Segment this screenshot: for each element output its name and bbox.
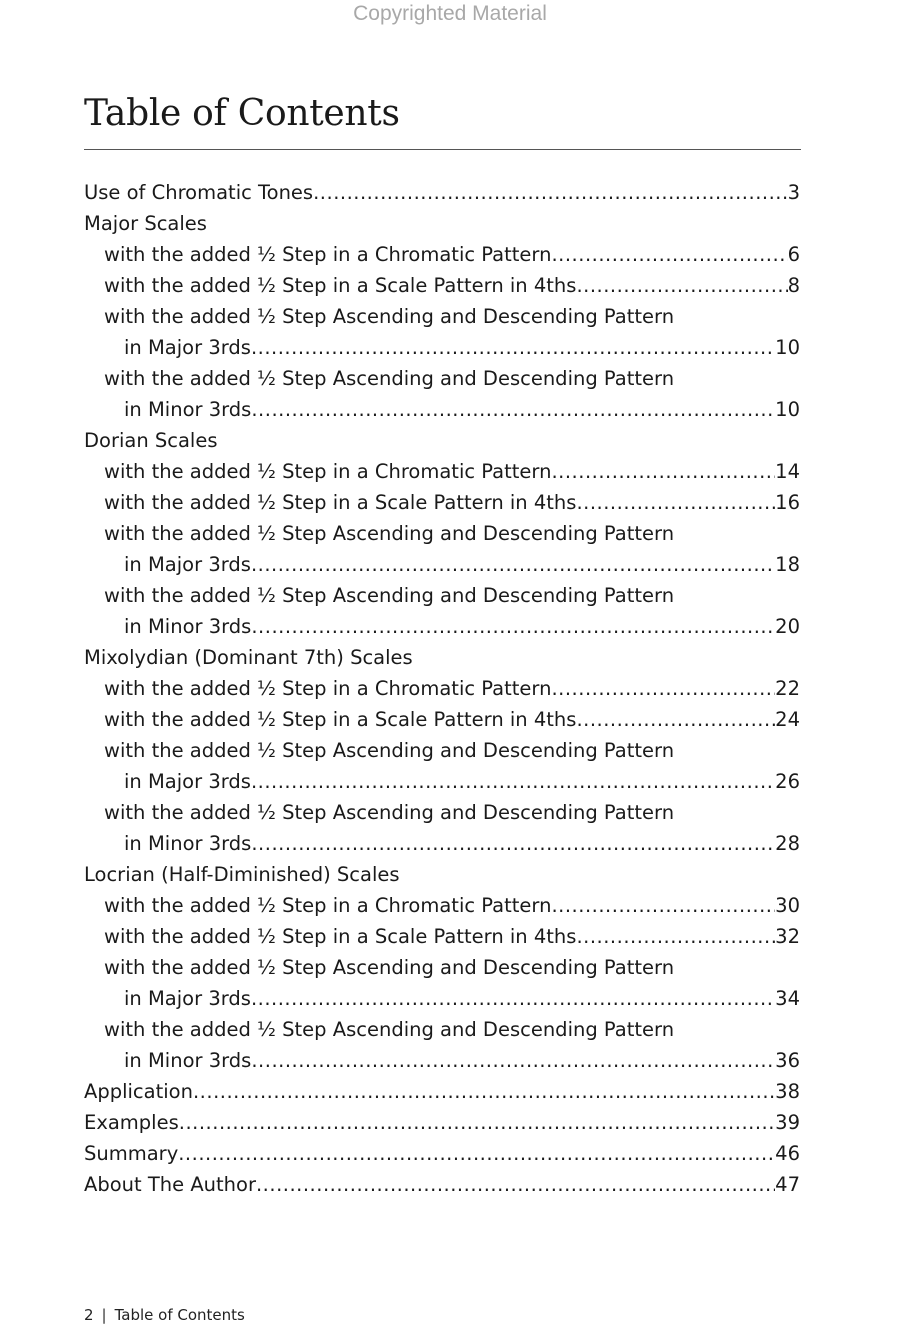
- toc-dot-leader: [251, 766, 775, 797]
- toc-dot-leader: [251, 394, 775, 425]
- toc-entry-title: About The Author: [84, 1173, 256, 1196]
- toc-entry-title: with the added ½ Step in a Chromatic Pattern: [104, 243, 552, 266]
- toc-entry[interactable]: [84, 425, 800, 456]
- toc-entry-title: in Minor 3rds: [124, 398, 252, 421]
- toc-entry-title: with the added ½ Step Ascending and Descending Pattern: [104, 305, 675, 328]
- toc-entry[interactable]: [84, 549, 800, 580]
- toc-entry[interactable]: [84, 301, 800, 332]
- toc-entry[interactable]: [84, 518, 800, 549]
- toc-entry-title: with the added ½ Step in a Chromatic Pattern: [104, 460, 552, 483]
- toc-entry-title: with the added ½ Step in a Scale Pattern in 4ths: [104, 925, 577, 948]
- toc-entry[interactable]: [84, 797, 800, 828]
- toc-dot-leader: [256, 1169, 775, 1200]
- toc-dot-leader: [179, 1107, 775, 1138]
- toc-entry[interactable]: [84, 239, 800, 270]
- title-divider: [84, 149, 801, 150]
- toc-dot-leader: [178, 1138, 775, 1169]
- toc-entry-page: 34: [775, 987, 800, 1010]
- toc-entry-title: Dorian Scales: [84, 429, 218, 452]
- toc-entry[interactable]: [84, 270, 800, 301]
- toc-entry[interactable]: [84, 1076, 800, 1107]
- toc-entry-page: 8: [787, 274, 800, 297]
- toc-dot-leader: [576, 704, 775, 735]
- toc-dot-leader: [251, 828, 775, 859]
- toc-entry-title: Use of Chromatic Tones: [84, 181, 314, 204]
- toc-entry[interactable]: [84, 642, 800, 673]
- toc-entry-page: 10: [775, 336, 800, 359]
- toc-entry-page: 38: [775, 1080, 800, 1103]
- copyright-watermark: Copyrighted Material: [353, 2, 547, 25]
- toc-entry[interactable]: [84, 394, 800, 425]
- toc-entry-title: Major Scales: [84, 212, 207, 235]
- toc-entry[interactable]: [84, 735, 800, 766]
- toc-entry-title: in Minor 3rds: [124, 1049, 252, 1072]
- toc-entry-title: with the added ½ Step in a Chromatic Pattern: [104, 677, 552, 700]
- toc-dot-leader: [576, 921, 775, 952]
- toc-entry-page: 22: [775, 677, 800, 700]
- toc-entry[interactable]: [84, 208, 800, 239]
- toc-dot-leader: [251, 332, 775, 363]
- toc-entry-page: 30: [775, 894, 800, 917]
- toc-entry[interactable]: [84, 487, 800, 518]
- toc-entry-page: 36: [775, 1049, 800, 1072]
- toc-dot-leader: [251, 611, 775, 642]
- toc-dot-leader: [551, 239, 787, 270]
- toc-dot-leader: [551, 673, 775, 704]
- toc-entry-title: with the added ½ Step in a Chromatic Pattern: [104, 894, 552, 917]
- toc-entry-page: 10: [775, 398, 800, 421]
- toc-entry[interactable]: [84, 766, 800, 797]
- toc-entry-page: 24: [775, 708, 800, 731]
- toc-entry-title: in Minor 3rds: [124, 832, 252, 855]
- toc-dot-leader: [551, 890, 775, 921]
- toc-entry-title: in Major 3rds: [124, 770, 251, 793]
- toc-entry[interactable]: [84, 611, 800, 642]
- toc-entry[interactable]: [84, 921, 800, 952]
- toc-entry-title: with the added ½ Step Ascending and Descending Pattern: [104, 739, 675, 762]
- toc-entry-title: Mixolydian (Dominant 7th) Scales: [84, 646, 413, 669]
- toc-entry-page: 47: [775, 1173, 800, 1196]
- toc-entry[interactable]: [84, 580, 800, 611]
- toc-entry-title: with the added ½ Step Ascending and Descending Pattern: [104, 584, 675, 607]
- toc-entry[interactable]: [84, 828, 800, 859]
- toc-entry-page: 28: [775, 832, 800, 855]
- toc-entry-title: Locrian (Half-Diminished) Scales: [84, 863, 400, 886]
- toc-entry-title: with the added ½ Step Ascending and Descending Pattern: [104, 367, 675, 390]
- toc-entry-page: 20: [775, 615, 800, 638]
- toc-dot-leader: [193, 1076, 775, 1107]
- toc-entry[interactable]: [84, 983, 800, 1014]
- toc-entry-title: in Minor 3rds: [124, 615, 252, 638]
- toc-entry[interactable]: [84, 332, 800, 363]
- toc-dot-leader: [576, 487, 775, 518]
- toc-entry-title: with the added ½ Step in a Scale Pattern in 4ths: [104, 708, 577, 731]
- toc-entry-page: 26: [775, 770, 800, 793]
- toc-dot-leader: [551, 456, 775, 487]
- toc-dot-leader: [251, 1045, 775, 1076]
- toc-entry[interactable]: [84, 456, 800, 487]
- toc-dot-leader: [251, 983, 775, 1014]
- toc-entry-title: with the added ½ Step Ascending and Descending Pattern: [104, 522, 675, 545]
- toc-entry[interactable]: [84, 890, 800, 921]
- toc-entry-title: with the added ½ Step Ascending and Descending Pattern: [104, 801, 675, 824]
- toc-entry[interactable]: [84, 1169, 800, 1200]
- toc-entry-title: with the added ½ Step Ascending and Descending Pattern: [104, 956, 675, 979]
- page-title: Table of Contents: [84, 93, 400, 134]
- toc-dot-leader: [313, 177, 787, 208]
- toc-list: [84, 177, 800, 1200]
- toc-entry[interactable]: [84, 1138, 800, 1169]
- footer-page-number: 2: [84, 1306, 94, 1324]
- toc-entry-title: with the added ½ Step in a Scale Pattern in 4ths: [104, 274, 577, 297]
- toc-entry-title: with the added ½ Step Ascending and Descending Pattern: [104, 1018, 675, 1041]
- toc-entry-title: Examples: [84, 1111, 179, 1134]
- toc-entry[interactable]: [84, 1045, 800, 1076]
- toc-entry[interactable]: [84, 859, 800, 890]
- toc-entry-page: 6: [787, 243, 800, 266]
- toc-entry[interactable]: [84, 1107, 800, 1138]
- toc-entry[interactable]: [84, 1014, 800, 1045]
- toc-entry-title: in Major 3rds: [124, 553, 251, 576]
- toc-entry-page: 39: [775, 1111, 800, 1134]
- toc-entry-title: Application: [84, 1080, 193, 1103]
- toc-entry-title: in Major 3rds: [124, 987, 251, 1010]
- page-footer: [84, 1306, 245, 1324]
- toc-entry-title: in Major 3rds: [124, 336, 251, 359]
- toc-entry-page: 18: [775, 553, 800, 576]
- toc-entry[interactable]: [84, 952, 800, 983]
- toc-dot-leader: [576, 270, 787, 301]
- toc-entry[interactable]: [84, 363, 800, 394]
- footer-section-title: Table of Contents: [114, 1306, 245, 1324]
- toc-dot-leader: [251, 549, 775, 580]
- toc-entry-page: 16: [775, 491, 800, 514]
- toc-entry-page: 32: [775, 925, 800, 948]
- footer-separator: |: [101, 1306, 107, 1324]
- toc-entry-page: 3: [787, 181, 800, 204]
- toc-entry-page: 46: [775, 1142, 800, 1165]
- toc-entry[interactable]: [84, 704, 800, 735]
- toc-entry[interactable]: [84, 673, 800, 704]
- toc-entry-title: Summary: [84, 1142, 179, 1165]
- toc-entry-title: with the added ½ Step in a Scale Pattern in 4ths: [104, 491, 577, 514]
- toc-entry[interactable]: [84, 177, 800, 208]
- toc-entry-page: 14: [775, 460, 800, 483]
